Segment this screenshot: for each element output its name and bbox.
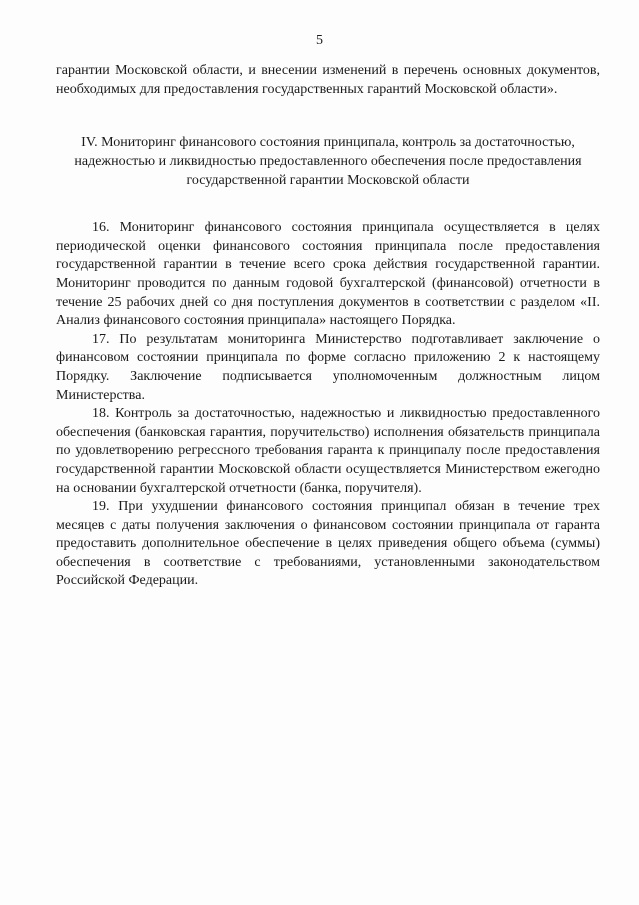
paragraph-17: 17. По результатам мониторинга Министерство подготавливает заключение о финансовом состоянии принципала по форме согласно приложению 2 к настоящему Порядку. Заключение подписывается уполномоченным должностным лицом Министерства.: [56, 331, 600, 403]
paragraph-19: 19. При ухудшении финансового состояния принципал обязан в течение трех месяцев с даты получения заключения о финансовом состоянии принципала от гаранта предоставить дополнительное обеспечение в целях приведения общего объема (суммы) обеспечения в соответствие с требованиями, установленными законодательством Российской Федерации.: [56, 499, 600, 589]
page-number: 5: [316, 33, 323, 48]
section-heading-line: IV. Мониторинг финансового состояния принципала, контроль за достаточностью,: [81, 135, 575, 151]
intro-paragraph: гарантии Московской области, и внесении изменений в перечень основных документов, необходимых для предоставления государственных гарантий Московской области».: [56, 63, 600, 97]
section-heading: [56, 133, 600, 190]
paragraph-18: 18. Контроль за достаточностью, надежностью и ликвидностью предоставленного обеспечения (банковская гарантия, поручительство) исполнения обязательств принципала по удовлетворению регрессного требования гаранта к принципалу после предоставления государственной гарантии Московской области осуществляется Министерством ежегодно на основании бухгалтерской отчетности (банка, поручителя).: [56, 406, 600, 496]
section-body: [56, 219, 600, 591]
document-content: [56, 62, 600, 591]
section-heading-line: государственной гарантии Московской области: [186, 173, 470, 189]
paragraph-16: 16. Мониторинг финансового состояния принципала осуществляется в целях периодической оценки финансового состояния принципала после предоставления государственной гарантии в течение всего срока действия государственной гарантии. Мониторинг проводится по данным годовой бухгалтерской (финансовой) отчетности в течение 25 рабочих дней со дня поступления документов в соответствии с разделом «II. Анализ финансового состояния принципала» настоящего Порядка.: [56, 220, 600, 329]
section-heading-line: надежностью и ликвидностью предоставленного обеспечения после предоставления: [74, 154, 582, 170]
